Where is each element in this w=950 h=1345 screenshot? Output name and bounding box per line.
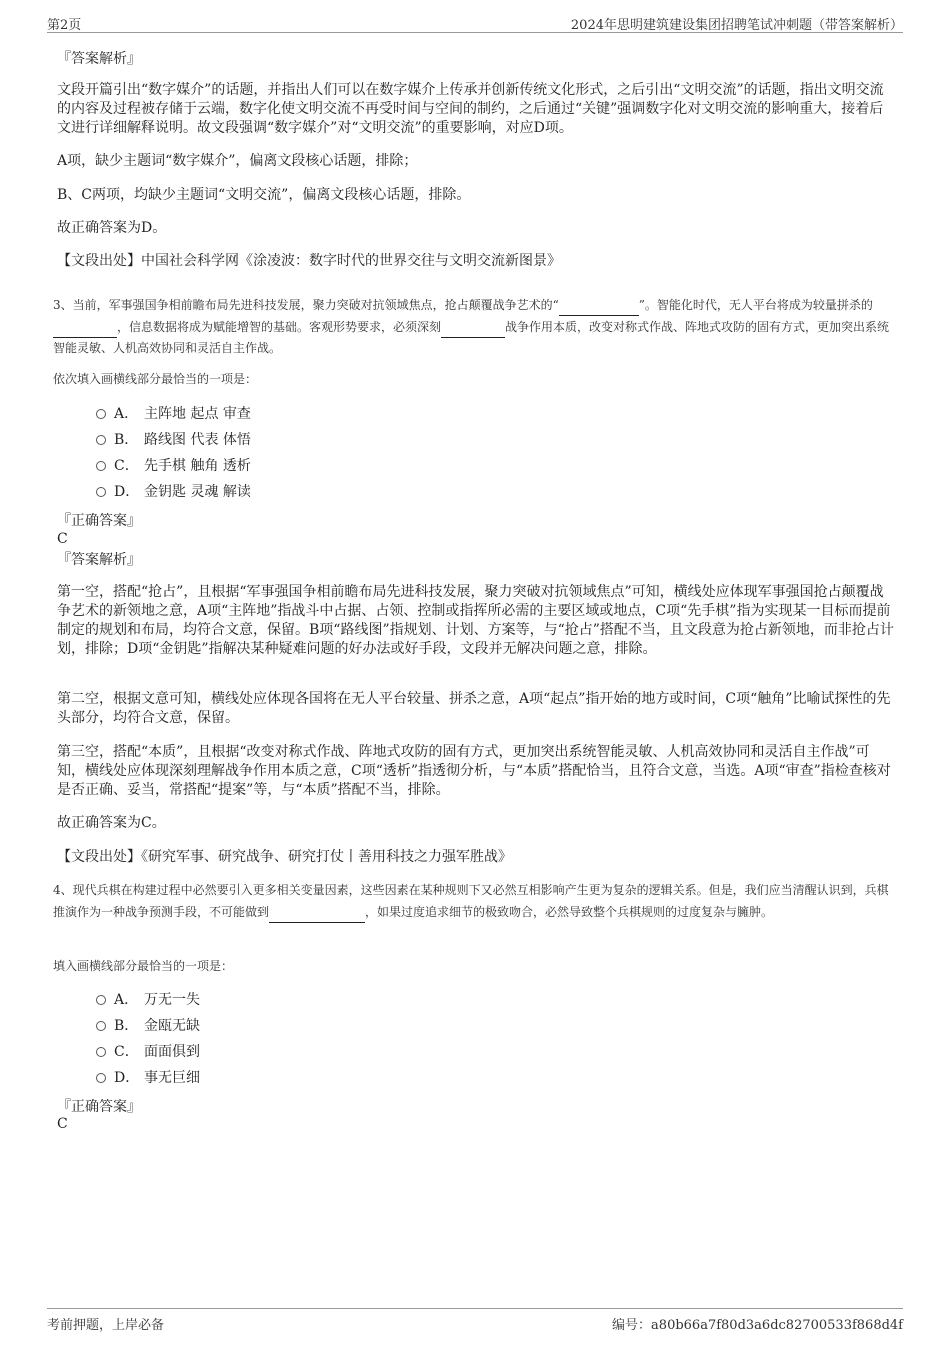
q3-option-d[interactable]: D． 金钥匙 灵魂 解读 [96, 483, 251, 502]
q4-option-d[interactable]: D． 事无巨细 [96, 1069, 200, 1088]
radio-icon[interactable] [96, 487, 106, 497]
document-title: 2024年思明建筑建设集团招聘笔试冲刺题（带答案解析） [570, 18, 903, 33]
q3-analysis-p1: 第一空，搭配“抢占”，且根据“军事强国争相前瞻布局先进科技发展，聚力突破对抗领域焦点”可知，横线处应体现军事强国抢占颠覆战争艺术的新领地之意，A项“主阵地”指战斗中占据、占领、控制或指挥所必需的主要区域或地点，C项“先手棋”指为实现某一目标而提前制定的规划和布局，均符合文意，保留。B项“路线图”指规划、计划、方案等，与“抢占”搭配不当，且文段意为抢占新领地，而非抢占计划，排除；D项“金钥匙”指解决某种疑难问题的好办法或好手段，文段并无解决问题之意，排除。 [57, 584, 894, 657]
q3-analysis-label: 『答案解析』 [57, 552, 141, 568]
q4-stem: 4、现代兵棋在构建过程中必然要引入更多相关变量因素，这些因素在某种规则下又必然互相影响产生更为复杂的逻辑关系。但是，我们应当清醒认识到，兵棋推演作为一种战争预测手段，不可能做到 ，如果过度追求细节的极致吻合，必然导致整个兵棋规则的过度复杂与臃肿。 [53, 880, 898, 923]
q3-analysis-p4: 故正确答案为C。 [57, 815, 166, 831]
radio-icon[interactable] [96, 1073, 106, 1083]
page-number: 第2页 [47, 18, 82, 33]
q3-blank-2 [53, 316, 117, 338]
q3-option-b[interactable]: B． 路线图 代表 体悟 [96, 431, 251, 450]
q3-stem: 3、当前，军事强国争相前瞻布局先进科技发展，聚力突破对抗领域焦点，抢占颠覆战争艺术的“ ”。智能化时代，无人平台将成为较量拼杀的 ，信息数据将成为赋能增智的基础。客观形势要求，必须深刻 战争作用本质，改变对称式作战、阵地式攻防的固有方式，更加突出系统智能灵敏、人机高效协同和灵活自主作战。 [53, 294, 898, 359]
q2-source: 【文段出处】中国社会科学网《涂凌波：数字时代的世界交往与文明交流新图景》 [57, 253, 561, 269]
footer-slogan: 考前押题，上岸必备 [47, 1318, 165, 1333]
q3-analysis-p2: 第二空，根据文意可知，横线处应体现各国将在无人平台较量、拼杀之意，A项“起点”指开始的地方或时间，C项“触角”比喻试探性的先头部分，均符合文意，保留。 [57, 691, 891, 726]
page-header [47, 14, 903, 33]
q4-option-a[interactable]: A． 万无一失 [96, 991, 200, 1010]
q3-blank-3 [441, 316, 505, 338]
q4-answer-label: 『正确答案』 [57, 1099, 141, 1115]
page-footer [47, 1308, 903, 1333]
q2-analysis-p3: B、C两项，均缺少主题词“文明交流”，偏离文段核心话题，排除。 [57, 187, 471, 203]
q4-answer: C [57, 1116, 68, 1132]
radio-icon[interactable] [96, 409, 106, 419]
q4-blank [269, 901, 365, 923]
q3-option-a[interactable]: A． 主阵地 起点 审查 [96, 405, 251, 424]
q3-analysis-p3: 第三空，搭配“本质”，且根据“改变对称式作战、阵地式攻防的固有方式，更加突出系统智能灵敏、人机高效协同和灵活自主作战”可知，横线处应体现深刻理解战争作用本质之意，C项“透析”指透彻分析，与“本质”搭配恰当，且符合文意，当选。A项“审查”指检查核对是否正确、妥当，常搭配“提案”等，与“本质”搭配不当，排除。 [57, 744, 891, 798]
q3-source: 【文段出处】《研究军事、研究战争、研究打仗丨善用科技之力强军胜战》 [57, 849, 512, 865]
q3-prompt: 依次填入画横线部分最恰当的一项是： [53, 372, 258, 386]
q4-prompt: 填入画横线部分最恰当的一项是： [53, 959, 234, 973]
q2-analysis-p1: 文段开篇引出“数字媒介”的话题，并指出人们可以在数字媒介上传承并创新传统文化形式，之后引出“文明交流”的话题，指出文明交流的内容及过程被存储于云端，数字化使文明交流不再受时间与空间的制约，之后通过“关键”强调数字化对文明交流的影响重大，接着后文进行详细解释说明。故文段强调“数字媒介”对“文明交流”的重要影响，对应D项。 [57, 82, 884, 136]
radio-icon[interactable] [96, 1047, 106, 1057]
document-id: 编号：a80b66a7f80d3a6dc82700533f868d4f [612, 1318, 903, 1333]
radio-icon[interactable] [96, 461, 106, 471]
q3-answer: C [57, 531, 68, 547]
radio-icon[interactable] [96, 995, 106, 1005]
q4-option-c[interactable]: C． 面面俱到 [96, 1043, 200, 1062]
q2-analysis-p2: A项，缺少主题词“数字媒介”，偏离文段核心话题，排除； [57, 153, 418, 169]
q3-blank-1 [559, 294, 639, 316]
q3-answer-label: 『正确答案』 [57, 513, 141, 529]
radio-icon[interactable] [96, 1021, 106, 1031]
q2-analysis-label: 『答案解析』 [57, 51, 141, 67]
radio-icon[interactable] [96, 435, 106, 445]
q2-analysis-p4: 故正确答案为D。 [57, 220, 167, 236]
q4-option-b[interactable]: B． 金瓯无缺 [96, 1017, 200, 1036]
q3-option-c[interactable]: C． 先手棋 触角 透析 [96, 457, 251, 476]
